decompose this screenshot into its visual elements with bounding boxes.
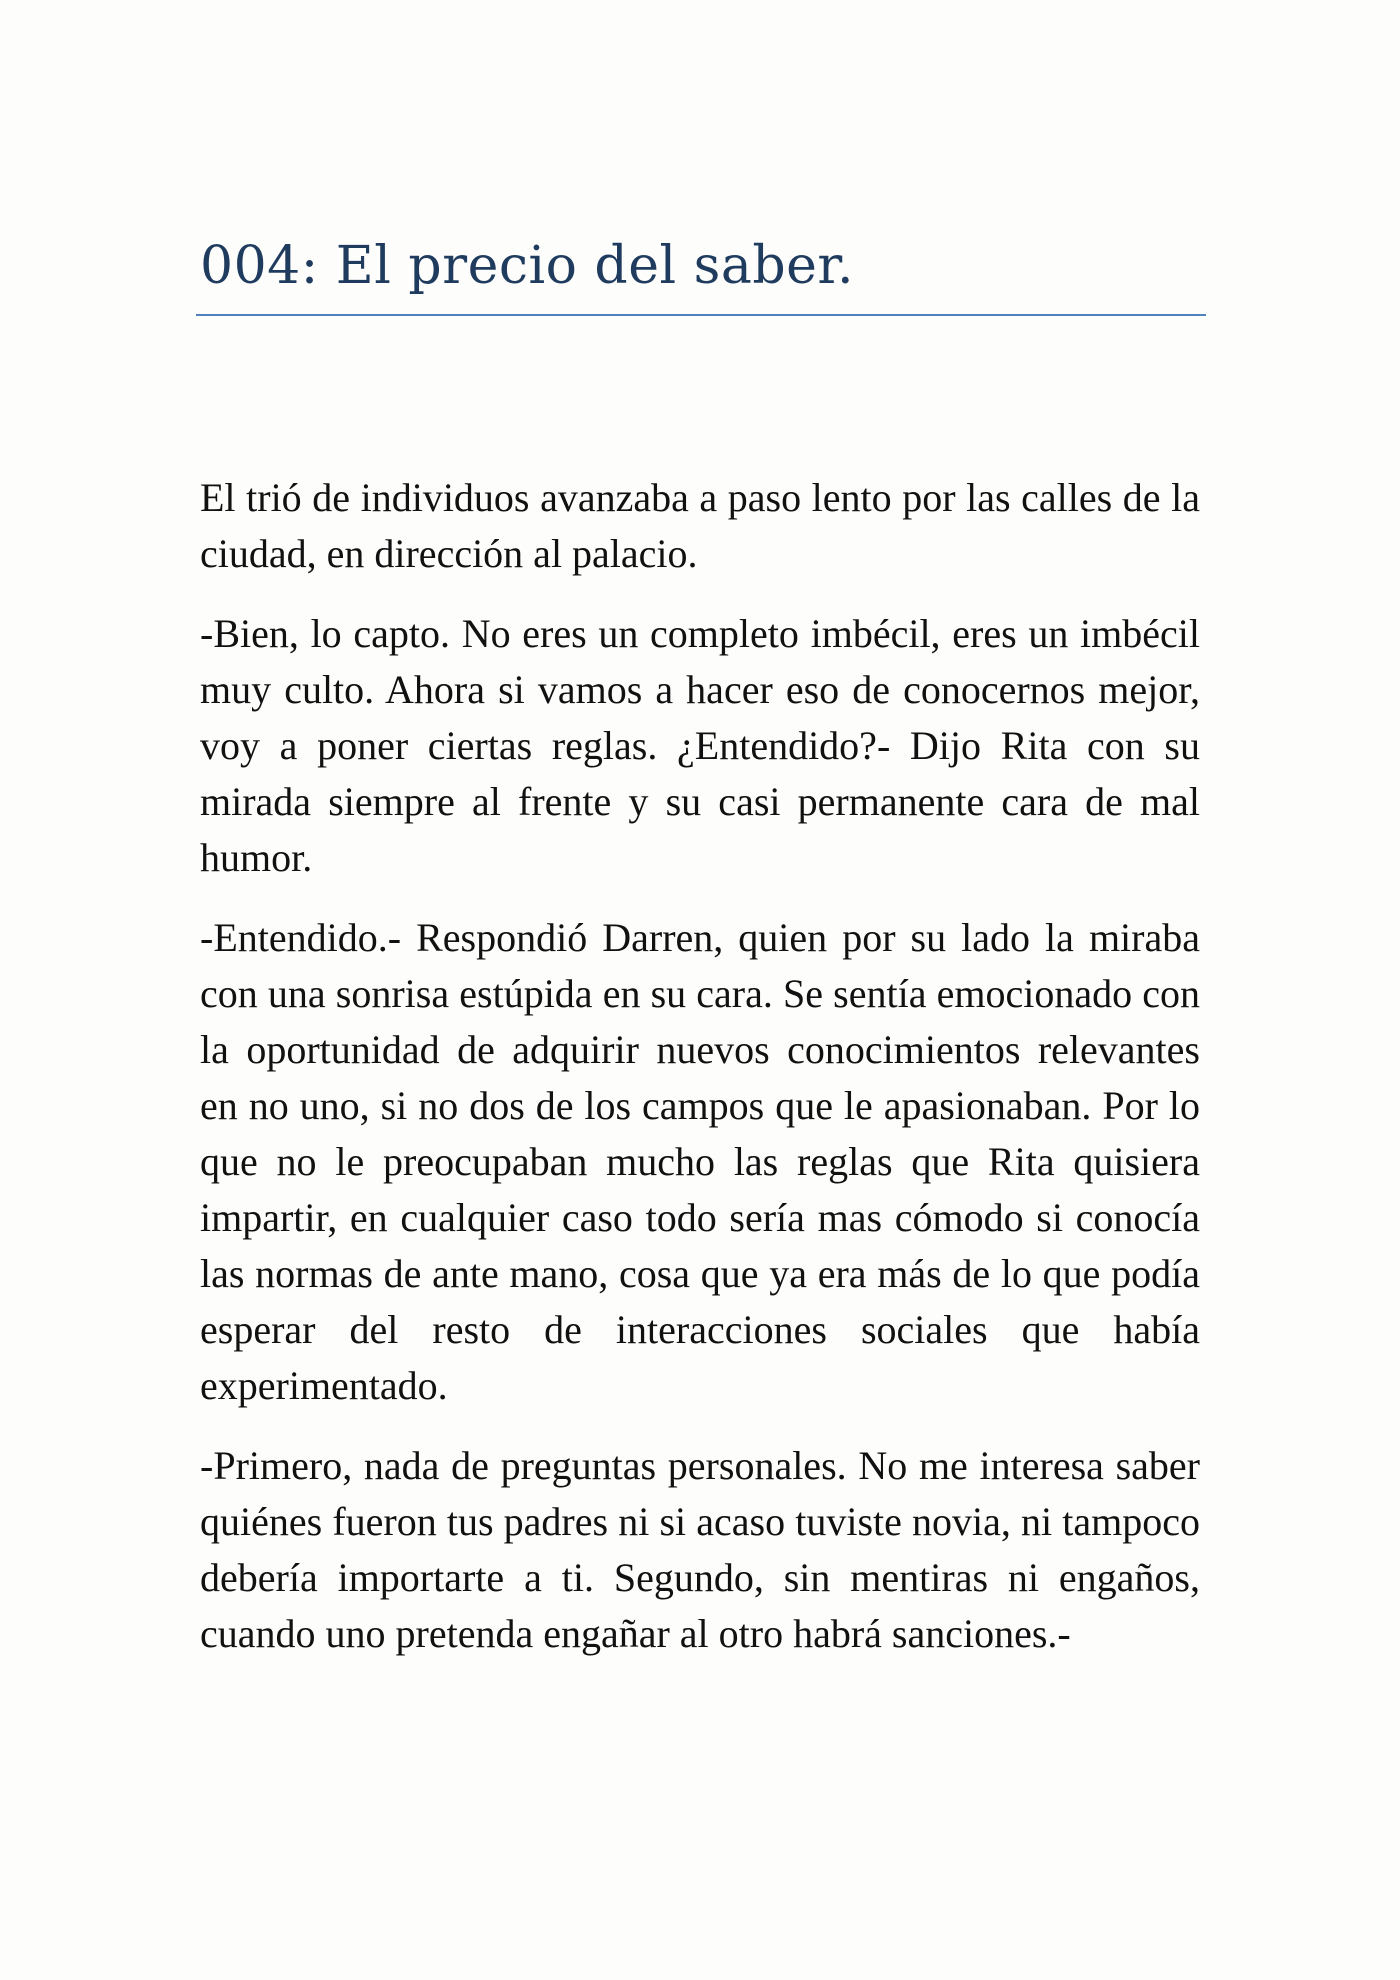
paragraph: -Primero, nada de preguntas personales. No me interesa saber quiénes fueron tus padres ni si acaso tuviste novia, ni tampoco debería importarte a ti. Segundo, sin mentiras ni engaños, cuando uno pretenda engañar al otro habrá sanciones.- — [200, 1443, 1200, 1656]
chapter-body — [200, 470, 1200, 1686]
paragraph: El trió de individuos avanzaba a paso lento por las calles de la ciudad, en dirección al palacio. — [200, 475, 1200, 576]
paragraph: -Bien, lo capto. No eres un completo imbécil, eres un imbécil muy culto. Ahora si vamos a hacer eso de conocernos mejor, voy a poner ciertas reglas. ¿Entendido?- Dijo Rita con su mirada siempre al frente y su casi permanente cara de mal humor. — [200, 611, 1200, 880]
paragraph: -Entendido.- Respondió Darren, quien por su lado la miraba con una sonrisa estúpida en su cara. Se sentía emocionado con la oportunidad de adquirir nuevos conocimientos relevantes en no uno, si no dos de los campos que le apasionaban. Por lo que no le preocupaban mucho las reglas que Rita quisiera impartir, en cualquier caso todo sería mas cómodo si conocía las normas de ante mano, cosa que ya era más de lo que podía esperar del resto de interacciones sociales que había experimentado. — [200, 915, 1200, 1408]
title-underline-rule — [196, 314, 1206, 316]
chapter-title: 004: El precio del saber. — [200, 236, 855, 296]
chapter-header — [196, 232, 1206, 316]
